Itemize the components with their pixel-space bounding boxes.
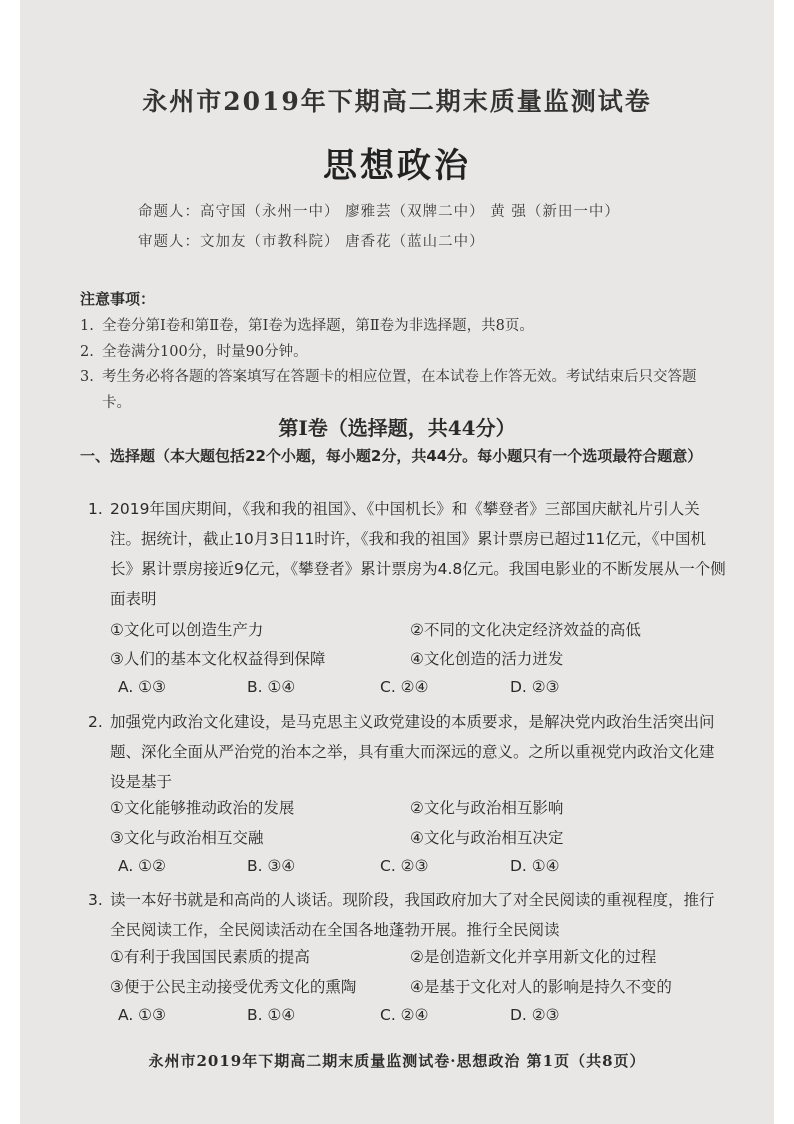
question-number: 3. [88, 891, 103, 909]
notice-item [80, 313, 720, 339]
answer-choice: B. ③④ [247, 857, 296, 875]
notice-item [80, 364, 720, 416]
answer-choice: A. ①② [118, 857, 166, 875]
answer-choice: A. ①③ [118, 1006, 166, 1024]
page-footer: 永州市2019年下期高二期末质量监测试卷·思想政治 第1页（共8页） [148, 1052, 646, 1070]
option: ③便于公民主动接受优秀文化的熏陶 [110, 978, 357, 996]
question-2 [88, 707, 728, 797]
answer-choice: C. ②③ [380, 857, 429, 875]
notice-number: 3. [80, 369, 94, 385]
option: ②文化与政治相互影响 [410, 799, 564, 817]
notice-text: 全卷满分100分，时量90分钟。 [102, 344, 308, 360]
answer-choice: D. ②③ [510, 678, 560, 696]
option: ②不同的文化决定经济效益的高低 [410, 621, 641, 639]
question-number: 2. [88, 713, 103, 731]
answer-choice: C. ②④ [380, 1006, 429, 1024]
option: ①文化可以创造生产力 [110, 621, 264, 639]
answer-choice: D. ①④ [510, 857, 560, 875]
question-stem: 加强党内政治文化建设，是马克思主义政党建设的本质要求，是解决党内政治生活突出问题、深化全面从严治党的治本之举，具有重大而深远的意义。之所以重视党内政治文化建设是基于 [110, 713, 715, 791]
answer-choice: C. ②④ [380, 678, 429, 696]
composers-line: 命题人：高守国（永州一中） 廖雅芸（双牌二中） 黄 强（新田一中） [138, 204, 620, 220]
question-stem: 2019年国庆期间，《我和我的祖国》、《中国机长》和《攀登者》三部国庆献礼片引人关注。据统计，截止10月3日11时许，《我和我的祖国》累计票房已超过11亿元，《中国机长》累计票房接近9亿元，《攀登者》累计票房为4.8亿元。我国电影业的不断发展从一个侧面表明 [110, 500, 726, 608]
notice-number: 1. [80, 318, 94, 334]
question-3 [88, 885, 728, 945]
option: ③人们的基本文化权益得到保障 [110, 650, 326, 668]
notice-heading: 注意事项： [80, 290, 156, 308]
section-heading: 第Ⅰ卷（选择题，共44分） [278, 416, 516, 440]
option: ①有利于我国国民素质的提高 [110, 948, 310, 966]
answer-choice: A. ①③ [118, 678, 166, 696]
notice-text: 考生务必将各题的答案填写在答题卡的相应位置，在本试卷上作答无效。考试结束后只交答题卡。 [102, 369, 697, 411]
part-instructions: 一、选择题（本大题包括22个小题，每小题2分，共44分。每小题只有一个选项最符合题意） [80, 447, 703, 465]
answer-choice: D. ②③ [510, 1006, 560, 1024]
option: ④文化创造的活力迸发 [410, 650, 564, 668]
question-number: 1. [88, 500, 103, 518]
notice-number: 2. [80, 344, 94, 360]
question-stem: 读一本好书就是和高尚的人谈话。现阶段，我国政府加大了对全民阅读的重视程度，推行全民阅读工作，全民阅读活动在全国各地蓬勃开展。推行全民阅读 [110, 891, 715, 939]
exam-title: 永州市2019年下期高二期末质量监测试卷 [142, 87, 652, 116]
option: ④文化与政治相互决定 [410, 829, 564, 847]
reviewers-line: 审题人：文加友（市教科院） 唐香花（蓝山二中） [138, 234, 485, 250]
option: ③文化与政治相互交融 [110, 829, 264, 847]
option: ④是基于文化对人的影响是持久不变的 [410, 978, 672, 996]
notice-item [80, 339, 720, 365]
option: ①文化能够推动政治的发展 [110, 799, 295, 817]
question-1 [88, 494, 728, 614]
subject-title: 思想政治 [323, 146, 471, 186]
answer-choice: B. ①④ [247, 1006, 296, 1024]
notice-text: 全卷分第Ⅰ卷和第Ⅱ卷，第Ⅰ卷为选择题，第Ⅱ卷为非选择题，共8页。 [102, 318, 534, 334]
option: ②是创造新文化并享用新文化的过程 [410, 948, 657, 966]
answer-choice: B. ①④ [247, 678, 296, 696]
